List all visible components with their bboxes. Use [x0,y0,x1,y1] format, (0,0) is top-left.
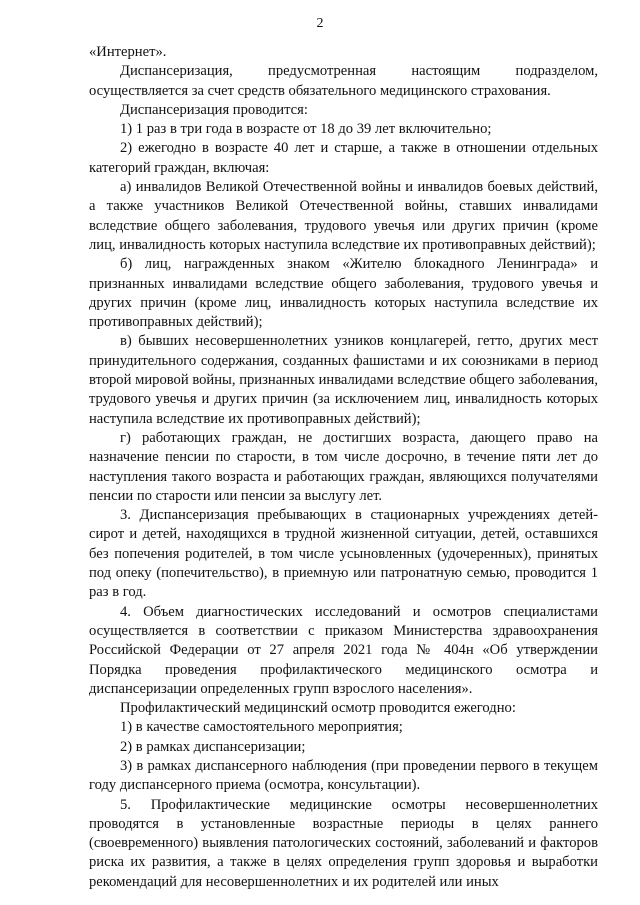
preventive-item-2: 2) в рамках диспансеризации; [120,738,306,755]
list-item-1: 1) 1 раз в три года в возрасте от 18 до 39 лет включительно; [120,121,492,138]
preventive-item-1: 1) в качестве самостоятельного мероприятия; [120,719,403,736]
document-body [89,43,598,892]
paragraph-dispensary-intro: Диспансеризация проводится: [120,101,308,118]
section-5-paragraph: 5. Профилактические медицинские осмотры несовершеннолетних проводятся в установленные возрастные периоды в целях раннего (своевременного) выявления патологических состояний, заболеваний и факторов риска их развития, а также в целях определения групп здоровья и выработки рекомендаций для несовершеннолетних и их родителей или иных [89,796,598,890]
subitem-v: в) бывших несовершеннолетних узников концлагерей, гетто, других мест принудительного содержания, созданных фашистами и их союзниками в период второй мировой войны, признанных инвалидами вследствие общего заболевания, трудового увечья и других причин (за исключением лиц, инвалидность которых наступила вследствие их противоправных действий); [89,333,598,427]
page-number: 2 [316,16,324,31]
preventive-item-3: 3) в рамках диспансерного наблюдения (при проведении первого в текущем году диспансерного приема (осмотра, консультации). [89,757,598,794]
preventive-exam-intro: Профилактический медицинский осмотр проводится ежегодно: [120,700,516,717]
subitem-b: б) лиц, награжденных знаком «Жителю блокадного Ленинграда» и признанных инвалидами вследствие общего заболевания, трудового увечья и других причин (кроме лиц, инвалидность которых наступила вследствие их противоправных действий); [89,256,598,331]
paragraph-funding: Диспансеризация, предусмотренная настоящим подразделом, осуществляется за счет средств обязательного медицинского страхования. [89,63,598,99]
subitem-a: а) инвалидов Великой Отечественной войны и инвалидов боевых действий, а также участников Великой Отечественной войны, ставших инвалидами вследствие общего заболевания, трудового увечья или других причин (кроме лиц, инвалидность которых наступила вследствие их противоправных действий); [89,179,598,253]
subitem-g: г) работающих граждан, не достигших возраста, дающего право на назначение пенсии по старости, в том числе досрочно, в течение пяти лет до наступления такого возраста и работающих граждан, являющихся получателями пенсии по старости или пенсии за выслугу лет. [89,429,598,504]
paragraph-internet-continuation: «Интернет». [89,44,167,60]
section-3-paragraph: 3. Диспансеризация пребывающих в стационарных учреждениях детей-сирот и детей, находящихся в трудной жизненной ситуации, детей, оставшихся без попечения родителей, в том числе усыновленных (удочеренных), принятых под опеку (попечительство), в приемную или патронатную семью, проводится 1 раз в год. [89,507,598,601]
section-4-paragraph: 4. Объем диагностических исследований и осмотров специалистами осуществляется в соответствии с приказом Министерства здравоохранения Российской Федерации от 27 апреля 2021 года № 404н «Об утверждении Порядка проведения профилактического медицинского осмотра и диспансеризации определенных групп взрослого населения». [89,603,598,697]
list-item-2: 2) ежегодно в возрасте 40 лет и старше, а также в отношении отдельных категорий граждан, включая: [89,140,598,176]
